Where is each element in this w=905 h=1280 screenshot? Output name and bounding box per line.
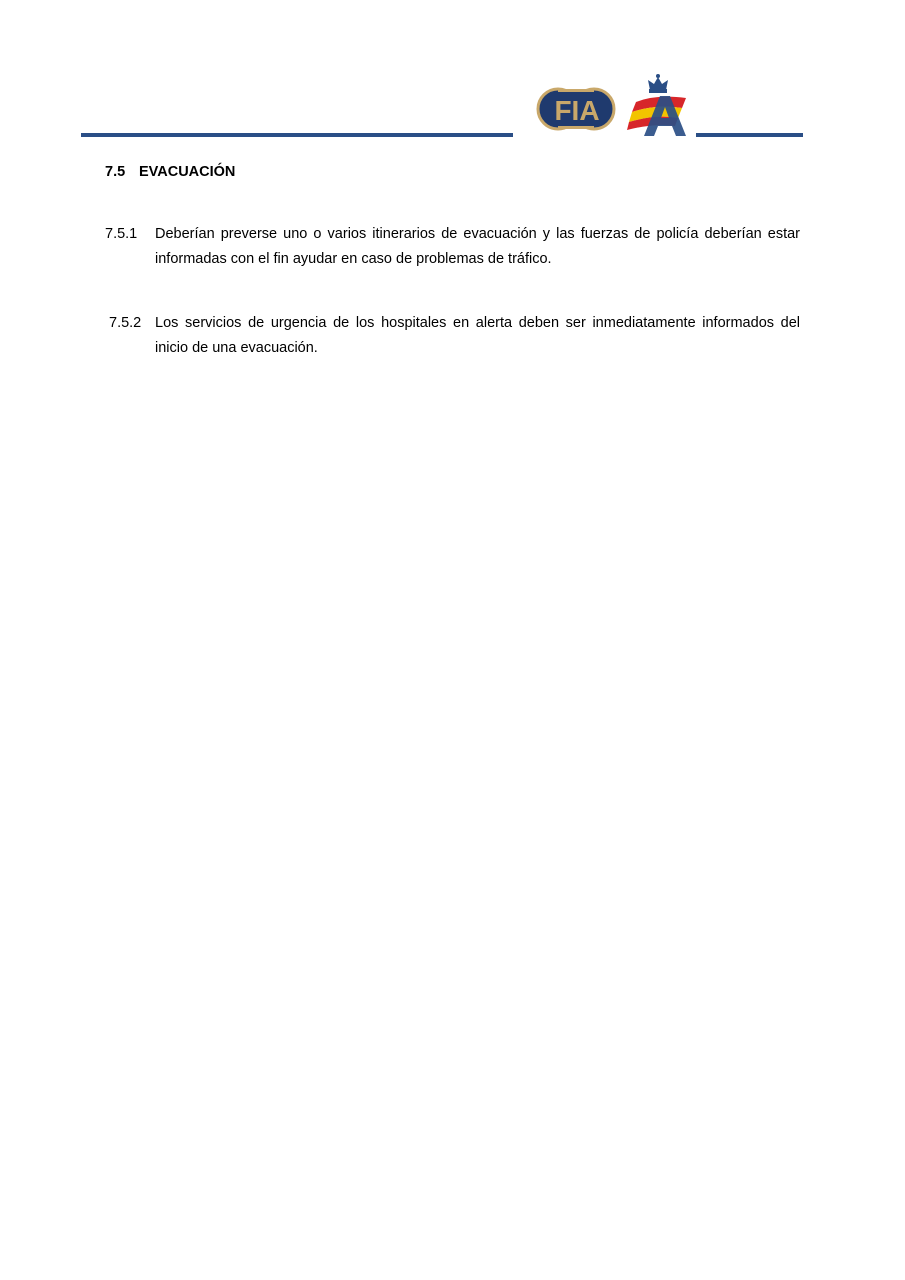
header-rule-right [696, 133, 803, 137]
fia-logo-text: FIA [554, 95, 600, 126]
item-number: 7.5.2 [109, 315, 142, 331]
list-item [105, 222, 800, 272]
section-number: 7.5 [105, 164, 126, 180]
item-number: 7.5.1 [105, 226, 138, 242]
section-title: EVACUACIÓN [139, 164, 236, 180]
item-text: Los servicios de urgencia de los hospitales en alerta deben ser inmediatamente informados del inicio de una evacuación. [155, 315, 800, 356]
item-text: Deberían preverse uno o varios itinerarios de evacuación y las fuerzas de policía deberían estar informadas con el fin ayudar en caso de problemas de tráfico. [155, 226, 800, 267]
list-item [105, 311, 800, 361]
fia-logo [536, 81, 618, 137]
section-heading [105, 164, 235, 180]
header-rule-left [81, 133, 513, 137]
rfeda-crown-flag-logo [626, 72, 690, 138]
